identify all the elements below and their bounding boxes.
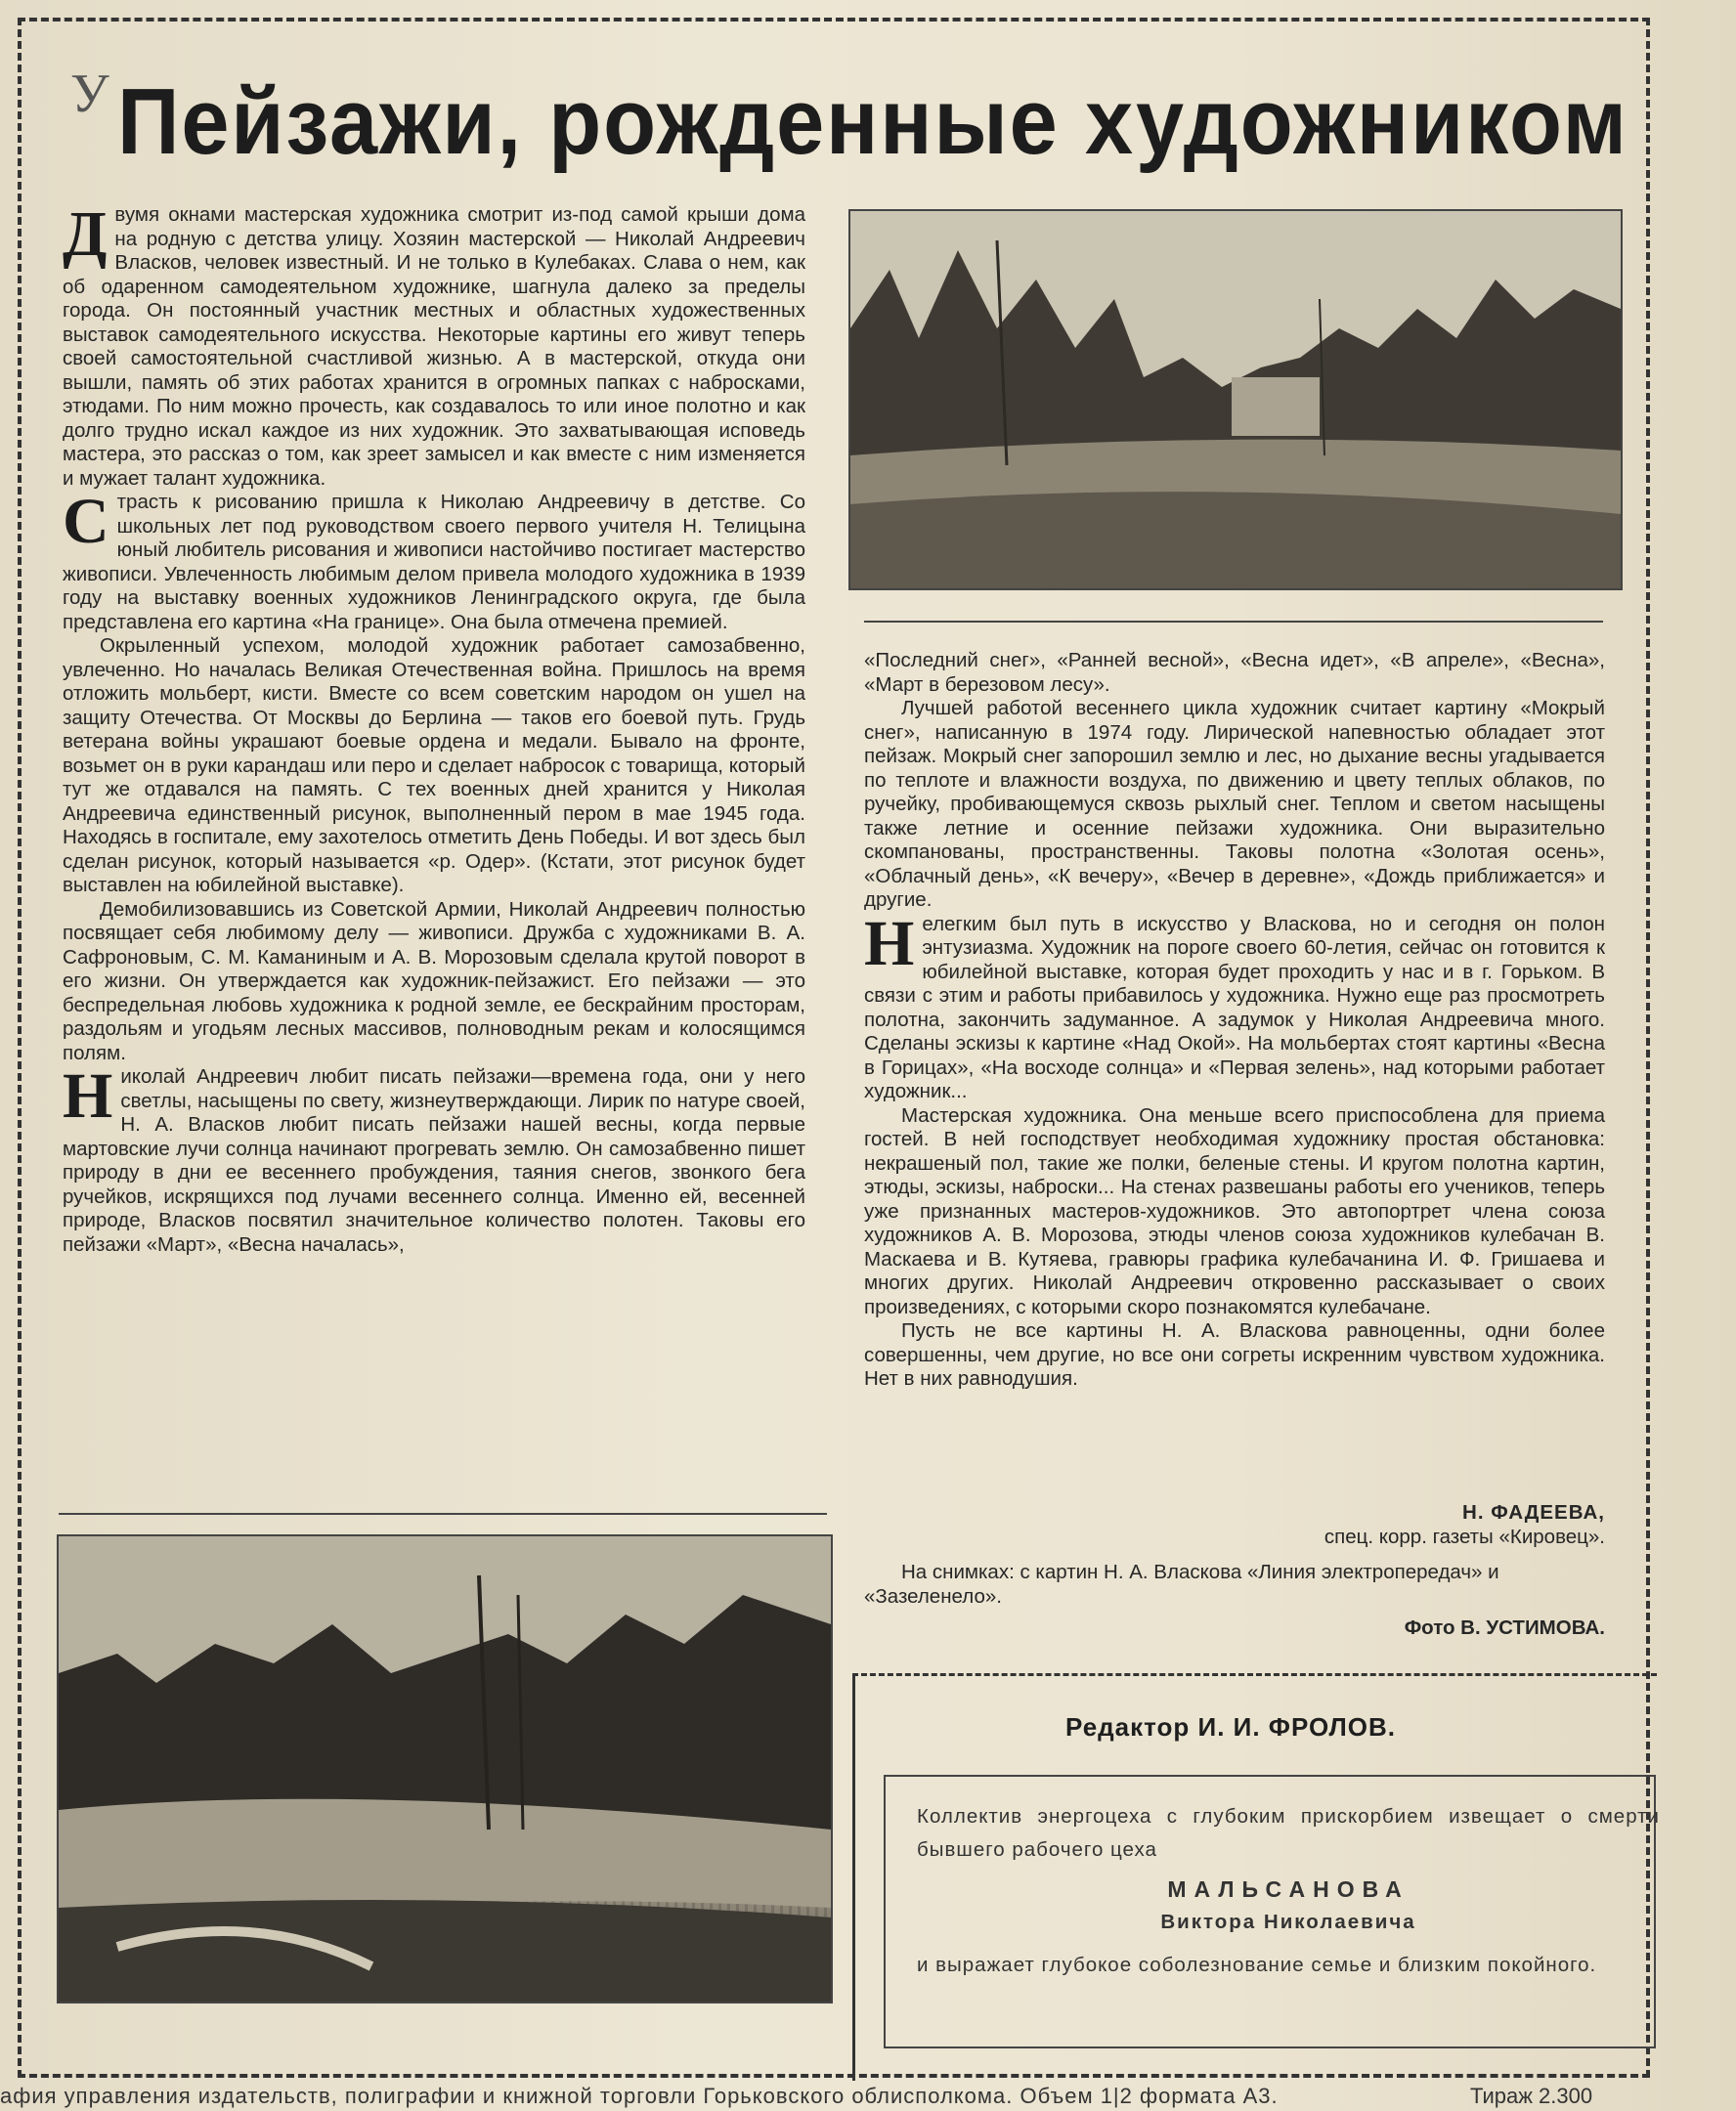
article-paragraph xyxy=(864,1319,1605,1392)
article-paragraph xyxy=(864,697,1605,913)
circulation: Тираж 2.300 xyxy=(1470,2084,1593,2108)
printing-imprint: афия управления издательств, полиграфии и книжной торговли Горьковского облисполкома. Объем 1|2 формата А3. xyxy=(0,2084,1279,2108)
article-paragraph xyxy=(864,907,1605,1104)
paragraph-text: елегким был путь в искусство у Власкова, но и сегодня он полон энтузиазма. Художник на пороге своего 60-летия, сейчас он готовится к юбилейной выставке, которая будет проходить у нас и в г. Горьком. В связи с этим и работы прибавилось у художника. Нужно еще раз просмотреть полотна, закончить задуманное. А задумок у Николая Андреевича много. Сделаны эскизы к картине «Над Окой». На мольбертах стоят картины «Весна в Горицах», «На восходе солнца» и «Первая зелень», над которыми работает художник... xyxy=(864,912,1605,1102)
author-position: спец. корр. газеты «Кировец». xyxy=(1324,1525,1605,1548)
obituary-box xyxy=(884,1775,1660,2048)
article-paragraph xyxy=(63,486,805,634)
pencil-mark: У xyxy=(70,64,109,124)
article-paragraph xyxy=(63,634,805,898)
article-headline: Пейзажи, рожденные художником xyxy=(117,69,1628,174)
drop-cap-letter: Н xyxy=(864,907,915,979)
article-paragraph xyxy=(864,649,1605,697)
article-paragraph xyxy=(63,1060,805,1257)
right-text-column xyxy=(864,649,1605,1392)
author-signature: Н. ФАДЕЕВА, xyxy=(1462,1501,1605,1524)
obituary-condolence: и выражает глубокое соболезнование семье и близким покойного. xyxy=(917,1954,1597,1976)
paragraph-text: Мастерская художника. Она меньше всего приспособлена для приема гостей. В ней господствует необходимая художнику простая обстановка: некрашеный пол, такие же полки, беленые стены. И кругом полотна картин, этюды, эскизы, наброски... На стенах развешаны работы его учеников, теперь уже признанных мастеров-художников. Это автопортрет члена союза художников А. В. Морозова, этюды членов союза художников кулебачан В. Маскаева и В. Кутяева, гравюры графика кулебачанина И. Ф. Гришаева и многих других. Николай Андреевич откровенно рассказывает о своих произведениях, с которыми скоро познакомятся кулебачане. xyxy=(864,1103,1605,1318)
editor-line: Редактор И. И. ФРОЛОВ. xyxy=(1065,1712,1397,1742)
obituary-text xyxy=(917,1800,1660,1982)
obituary-name: МАЛЬСАНОВА xyxy=(1167,1876,1410,1902)
article-credits xyxy=(864,1501,1605,1641)
paragraph-text: Пусть не все картины Н. А. Власкова равноценны, одни более совершенны, чем другие, но все они согреты искренним чувством художника. Нет в них равнодушия. xyxy=(864,1319,1605,1390)
drop-cap-letter: С xyxy=(63,486,109,557)
photo-caption: На снимках: с картин Н. А. Власкова «Линия электропередач» и «Зазеленело». xyxy=(864,1561,1499,1608)
paragraph-text: «Последний снег», «Ранней весной», «Весна идет», «В апреле», «Весна», «Март в березовом лесу». xyxy=(864,649,1605,696)
drop-cap-letter: Д xyxy=(63,198,108,270)
photo-credit: Фото В. УСТИМОВА. xyxy=(1404,1616,1605,1639)
article-paragraph xyxy=(63,198,805,491)
photo-power-line-landscape xyxy=(848,209,1623,590)
paragraph-text: Демобилизовавшись из Советской Армии, Николай Андреевич полностью посвящает себя любимому делу — живописи. Дружба с художниками В. А. Сафроновым, С. М. Каманиным и А. В. Морозовым сделала крутой поворот в его жизни. Он утверждается как художник-пейзажист. Его пейзажи — это беспредельная любовь художника к родной земле, ее бескрайним просторам, раздольям и угодьям лесных массивов, полноводным рекам и колосящимся полям. xyxy=(63,897,805,1064)
paragraph-text: трасть к рисованию пришла к Николаю Андреевичу в детстве. Со школьных лет под руководством своего первого учителя Н. Телицына юный любитель рисования и живописи настойчиво постигает мастерство живописи. Увлеченность любимым делом привела молодого художника в 1939 году на выставку военных художников Ленинградского округа, где была представлена его картина «На границе». Она была отмечена премией. xyxy=(63,491,805,633)
obituary-patronymic: Виктора Николаевича xyxy=(1160,1911,1416,1933)
article-paragraph xyxy=(864,1104,1605,1320)
paragraph-text: Лучшей работой весеннего цикла художник считает картину «Мокрый снег», написанную в 1974 году. Лирической напевностью обладает этот пейзаж. Мокрый снег запорошил землю и лес, но дыхание весны угадывается по теплоте и влажности воздуха, по движению и цвету теплых облаков, по ручейку, пробивающемуся сквозь рыхлый снег. Теплом и светом насыщены также летние и осенние пейзажи художника. Они выразительно скомпанованы, пространственны. Таковы полотна «Золотая осень», «Облачный день», «К вечеру», «Вечер в деревне», «Дождь приближается» и другие. xyxy=(864,697,1605,911)
paragraph-text: Окрыленный успехом, молодой художник работает самозабвенно, увлеченно. Но началась Великая Отечественная война. Пришлось на время отложить мольберт, кисти. Вместе со всем советским народом он ушел на защиту Отечества. От Москвы до Берлина — таков его боевой путь. Грудь ветерана войны украшают боевые ордена и медали. Бывало на фронте, возьмет он в руки карандаш или перо и сделает набросок с товарища, который тут же отдавался на память. С тех военных дней хранится у Николая Андреевича единственный рисунок, выполненный пером в мае 1945 года. Находясь в госпитале, ему захотелось отметить День Победы. И вот здесь был сделан рисунок, который называется «р. Одер». (Кстати, этот рисунок будет выставлен на юбилейной выставке). xyxy=(63,634,805,896)
drop-cap-letter: Н xyxy=(63,1060,113,1132)
paragraph-text: вумя окнами мастерская художника смотрит из-под самой крыши дома на родную с детства улицу. Хозяин мастерской — Николай Андреевич Власков, человек известный. И не только в Кулебаках. Слава о нем, как об одаренном самодеятельном художнике, шагнула далеко за пределы города. Он постоянный участник местных и областных художественных выставок самодеятельного искусства. Некоторые картины его живут теперь своей самостоятельной счастливой жизнью. А в мастерской, откуда они вышли, память об этих работах хранится в огромных папках с набросками, этюдами. По ним можно прочесть, как создавалось то или иное полотно и как долго трудно искал каждое из них художник. Это захватывающая исповедь мастера, это рассказ о том, как зреет замысел и как вместе с ним изменяется и мужает талант художника. xyxy=(63,203,805,490)
photo-top-rule xyxy=(59,1513,827,1515)
obituary-intro: Коллектив энергоцеха с глубоким прискорбием извещает о смерти бывшего рабочего цеха xyxy=(917,1805,1660,1861)
article-paragraph xyxy=(63,898,805,1066)
paragraph-text: иколай Андреевич любит писать пейзажи—времена года, они у него светлы, насыщены по свету, жизнеутверждающи. Лирик по натуре своей, Н. А. Власков любит писать пейзажи нашей весны, когда первые мартовские лучи солнца начинают прогревать землю. Он самозабвенно пишет природу в дни ее весеннего пробуждения, таяния снегов, звонкого бега ручейков, искрящихся под лучами весеннего солнца. Именно ей, весенней природе, Власков посвятил значительное количество полотен. Таковы его пейзажи «Март», «Весна началась», xyxy=(63,1065,805,1256)
left-text-column xyxy=(63,198,805,1257)
column-divider-rule xyxy=(864,621,1603,623)
photo-spring-river-landscape xyxy=(57,1534,833,2003)
